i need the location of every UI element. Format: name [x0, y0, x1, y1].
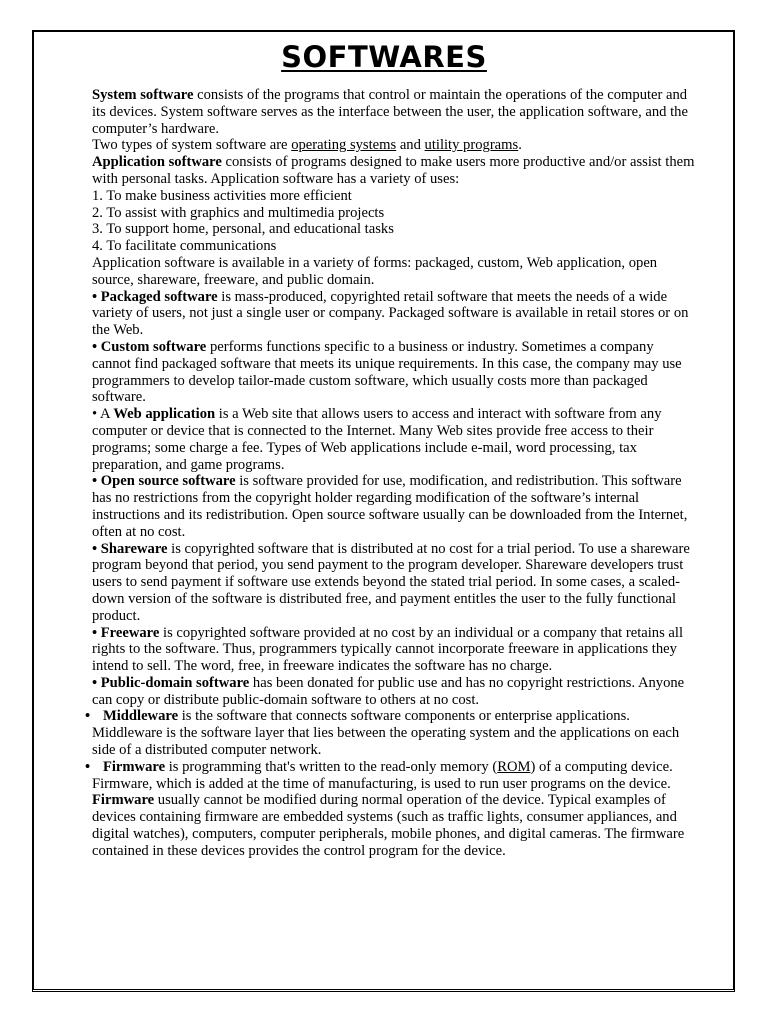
- firmware-text: ) of a computing device. Firmware, which is added at the time of manufacturing, is used to run user programs on the device.: [92, 758, 673, 792]
- application-software-text: consists of programs designed to make users more productive and/or assist them with personal tasks. Application software has a variety of uses:: [92, 154, 695, 187]
- custom-software-paragraph: [92, 339, 696, 406]
- term-shareware: Shareware: [100, 540, 168, 557]
- link-utility-programs[interactable]: utility programs: [424, 137, 519, 154]
- page-title: SOFTWARES: [281, 40, 487, 74]
- document-body: [85, 87, 696, 860]
- bullet: •: [92, 338, 101, 355]
- link-operating-systems[interactable]: operating systems: [291, 137, 397, 154]
- web-application-paragraph: [92, 406, 696, 473]
- use-item: 3. To support home, personal, and educational tasks: [92, 221, 394, 238]
- types-end: .: [518, 137, 522, 154]
- use-item: 1. To make business activities more efficient: [92, 187, 352, 204]
- term-middleware: Middleware: [102, 708, 179, 725]
- bullet: •: [85, 758, 91, 775]
- system-software-types: [92, 137, 696, 154]
- bullet: •: [92, 674, 101, 691]
- open-source-paragraph: [92, 473, 696, 540]
- application-software-paragraph: [92, 154, 696, 188]
- web-application-text: is a Web site that allows users to access and interact with software from any computer or device that is connected to the Internet. Many Web sites provide free access to their programs; some charge a fee. Types of Web applications include e-mail, word processing, tax preparation, and game programs.: [92, 406, 666, 473]
- term-application-software: Application software: [92, 154, 222, 171]
- term-public-domain-software: Public-domain software: [100, 674, 250, 691]
- bullet: •: [92, 473, 101, 490]
- open-source-text: is software provided for use, modification, and redistribution. This software has no restrictions from the copyright holder regarding modification of the software’s internal instructions and its redistribution. Open source software usually can be downloaded from the Internet, often at no cost.: [92, 473, 688, 540]
- bullet: •: [92, 288, 101, 305]
- middleware-text: is the software that connects software components or enterprise applications. Middleware is the software layer that lies between the operating system and the applications on each side of a distributed computer network.: [92, 708, 680, 759]
- term-open-source-software: Open source software: [100, 473, 236, 490]
- use-item: 4. To facilitate communications: [92, 238, 277, 255]
- freeware-paragraph: [92, 625, 696, 675]
- system-software-text: consists of the programs that control or maintain the operations of the computer and its devices. System software serves as the interface between the user, the application software, and the computer’s hardware.: [92, 87, 688, 137]
- types-prefix: Two types of system software are: [92, 137, 292, 154]
- packaged-software-paragraph: [92, 289, 696, 339]
- term-firmware: Firmware: [92, 792, 155, 809]
- term-web-application: Web application: [113, 406, 216, 423]
- firmware-text: usually cannot be modified during normal operation of the device. Typical examples of devices containing firmware are embedded systems (such as traffic lights, consumer appliances, and digital watches), computers, computer peripherals, mobile phones, and digital cameras. The firmware contained in these devices provides the control program for the device.: [92, 792, 685, 859]
- term-freeware: Freeware: [100, 624, 160, 641]
- bullet: •: [92, 540, 101, 557]
- bullet: • A: [92, 406, 114, 423]
- freeware-text: is copyrighted software provided at no cost by an individual or a company that retains all rights to the software. Thus, programmers typically cannot incorporate freeware in applications they intend to sell. The word, free, in freeware indicates the software has no charge.: [92, 624, 684, 675]
- term-packaged-software: Packaged software: [100, 288, 218, 305]
- bullet: •: [85, 708, 91, 725]
- bullet: •: [92, 624, 101, 641]
- use-item: 2. To assist with graphics and multimedia projects: [92, 204, 385, 221]
- middleware-paragraph: [85, 708, 696, 759]
- custom-software-text: performs functions specific to a business or industry. Sometimes a company cannot find packaged software that meets its unique requirements. In this case, the company may use programmers to develop tailor-made custom software, which usually costs more than packaged software.: [92, 338, 682, 406]
- packaged-software-text: is mass-produced, copyrighted retail software that meets the needs of a wide variety of users, not just a single user or company. Packaged software is available in retail stores or on the Web.: [92, 288, 689, 339]
- term-custom-software: Custom software: [100, 338, 207, 355]
- system-software-paragraph: [92, 87, 696, 137]
- firmware-paragraph: [85, 758, 696, 860]
- public-domain-paragraph: [92, 675, 696, 709]
- link-rom[interactable]: ROM: [497, 758, 531, 775]
- shareware-paragraph: [92, 541, 696, 625]
- types-and: and: [396, 137, 425, 154]
- term-firmware: Firmware: [102, 758, 166, 775]
- public-domain-text: has been donated for public use and has no copyright restrictions. Anyone can copy or distribute public-domain software to others at no cost.: [92, 674, 685, 708]
- firmware-text: is programming that's written to the read-only memory (: [165, 758, 498, 775]
- application-forms-paragraph: Application software is available in a variety of forms: packaged, custom, Web application, open source, shareware, freeware, and public domain.: [92, 254, 658, 288]
- term-system-software: System software: [92, 87, 194, 103]
- shareware-text: is copyrighted software that is distributed at no cost for a trial period. To use a shareware program beyond that period, you send payment to the program developer. Shareware developers trust users to send payment if software use extends beyond the stated trial period. In some cases, a scaled-down version of the software is distributed free, and payment entitles the user to the fully functional product.: [92, 540, 690, 624]
